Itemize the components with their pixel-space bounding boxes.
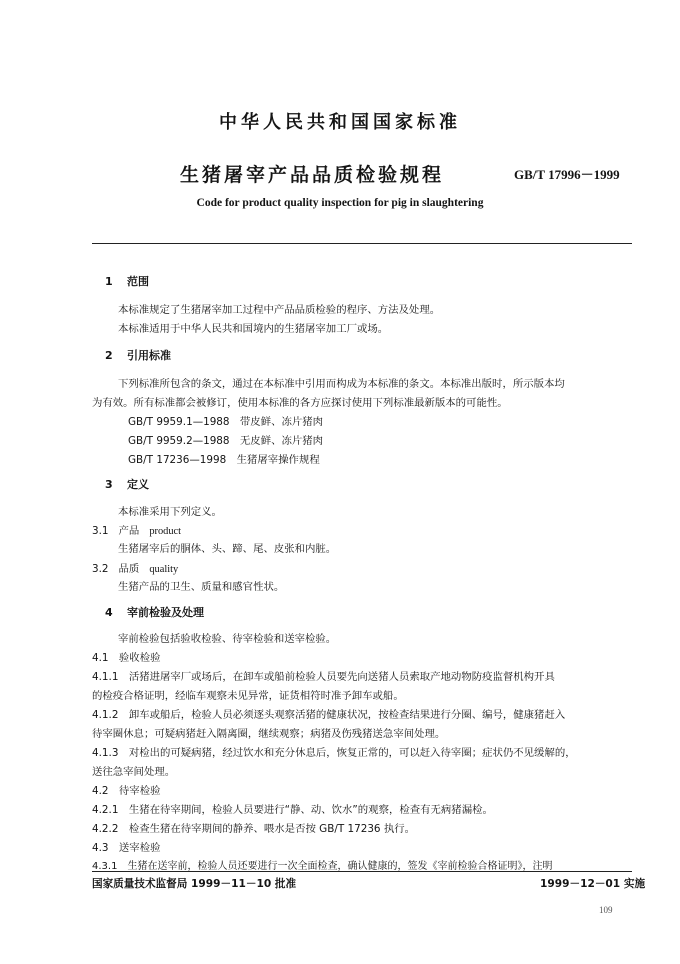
clause-4-1-1-cont: 的检疫合格证明，经临车观察未见异常，证货相符时准予卸车或船。 bbox=[92, 690, 404, 702]
standard-number: GB/T 17996－1999 bbox=[514, 167, 620, 182]
reference-item: GB/T 17236—1998 生猪屠宰操作规程 bbox=[128, 454, 320, 466]
reference-item: GB/T 9959.1—1988 带皮鲜、冻片猪肉 bbox=[128, 416, 324, 428]
definition-text: 生猪屠宰后的胴体、头、蹄、尾、皮张和内脏。 bbox=[118, 543, 337, 555]
definition-text: 生猪产品的卫生、质量和感官性状。 bbox=[118, 581, 285, 593]
page-number: 109 bbox=[599, 905, 613, 915]
english-title: Code for product quality inspection for pig in slaughtering bbox=[196, 197, 484, 209]
section-2-heading bbox=[105, 347, 171, 363]
definition-term-en: quality bbox=[149, 564, 179, 575]
section-title: 宰前检验及处理 bbox=[127, 606, 204, 619]
section-4-heading bbox=[105, 604, 204, 620]
paragraph: 宰前检验包括验收检验、待宰检验和送宰检验。 bbox=[118, 633, 337, 645]
clause-4-2-1: 4.2.1 生猪在待宰期间，检验人员要进行“静、动、饮水”的观察，检查有无病猪漏检。 bbox=[92, 804, 493, 816]
clause-4-1-2: 4.1.2 卸车或船后，检验人员必须逐头观察活猪的健康状况，按检查结果进行分圈、编号，健康猪赶入 bbox=[92, 709, 566, 721]
section-number: 3 bbox=[105, 478, 113, 491]
section-number: 4 bbox=[105, 606, 113, 619]
definition-term: 品质 bbox=[118, 563, 140, 575]
clause-4-1-2-cont: 待宰圈休息；可疑病猪赶入隔离圈，继续观察；病猪及伤残猪送急宰间处理。 bbox=[92, 728, 446, 740]
paragraph: 下列标准所包含的条文，通过在本标准中引用而构成为本标准的条文。本标准出版时，所示版本均 bbox=[118, 378, 565, 390]
definition-term-en: product bbox=[149, 526, 182, 537]
definition-3-2 bbox=[92, 560, 178, 575]
clause-4-3-1: 4.3.1 生猪在送宰前，检验人员还要进行一次全面检查，确认健康的，签发《宰前检验合格证明》，注明 bbox=[92, 861, 553, 872]
section-1-heading bbox=[105, 273, 149, 289]
national-standard-label: 中华人民共和国国家标准 bbox=[219, 112, 461, 133]
clause-4-1-3-cont: 送往急宰间处理。 bbox=[92, 766, 176, 778]
header-divider bbox=[92, 243, 632, 244]
section-number: 1 bbox=[105, 275, 113, 288]
implementation-date: 1999－12－01 实施 bbox=[540, 878, 646, 890]
issue-statement: 国家质量技术监督局 1999－11－10 批准 bbox=[92, 878, 297, 890]
paragraph: 为有效。所有标准都会被修订，使用本标准的各方应探讨使用下列标准最新版本的可能性。 bbox=[92, 397, 508, 409]
clause-number: 3.2 bbox=[92, 563, 109, 575]
definition-term: 产品 bbox=[118, 525, 140, 537]
clause-4-3: 4.3 送宰检验 bbox=[92, 842, 161, 854]
clause-4-2-2: 4.2.2 检查生猪在待宰期间的静养、喂水是否按 GB/T 17236 执行。 bbox=[92, 823, 416, 835]
section-3-heading bbox=[105, 476, 149, 492]
paragraph: 本标准采用下列定义。 bbox=[118, 506, 222, 518]
section-title: 引用标准 bbox=[127, 349, 171, 362]
definition-3-1 bbox=[92, 522, 181, 537]
clause-4-1-3: 4.1.3 对检出的可疑病猪，经过饮水和充分休息后，恢复正常的，可以赶入待宰圈；症状仍不见缓解的， bbox=[92, 747, 576, 759]
footer-divider bbox=[92, 871, 632, 872]
reference-item: GB/T 9959.2—1988 无皮鲜、冻片猪肉 bbox=[128, 435, 324, 447]
section-number: 2 bbox=[105, 349, 113, 362]
clause-number: 3.1 bbox=[92, 525, 109, 537]
clause-4-1-1: 4.1.1 活猪进屠宰厂或场后，在卸车或船前检验人员要先向送猪人员索取产地动物防疫监督机构开具 bbox=[92, 671, 555, 683]
paragraph: 本标准规定了生猪屠宰加工过程中产品品质检验的程序、方法及处理。 bbox=[118, 304, 441, 316]
paragraph: 本标准适用于中华人民共和国境内的生猪屠宰加工厂或场。 bbox=[118, 323, 389, 335]
clause-4-2: 4.2 待宰检验 bbox=[92, 785, 161, 797]
clause-4-1: 4.1 验收检验 bbox=[92, 652, 161, 664]
document-title: 生猪屠宰产品品质检验规程 bbox=[180, 164, 445, 186]
section-title: 定义 bbox=[127, 478, 149, 491]
section-title: 范围 bbox=[127, 275, 149, 288]
